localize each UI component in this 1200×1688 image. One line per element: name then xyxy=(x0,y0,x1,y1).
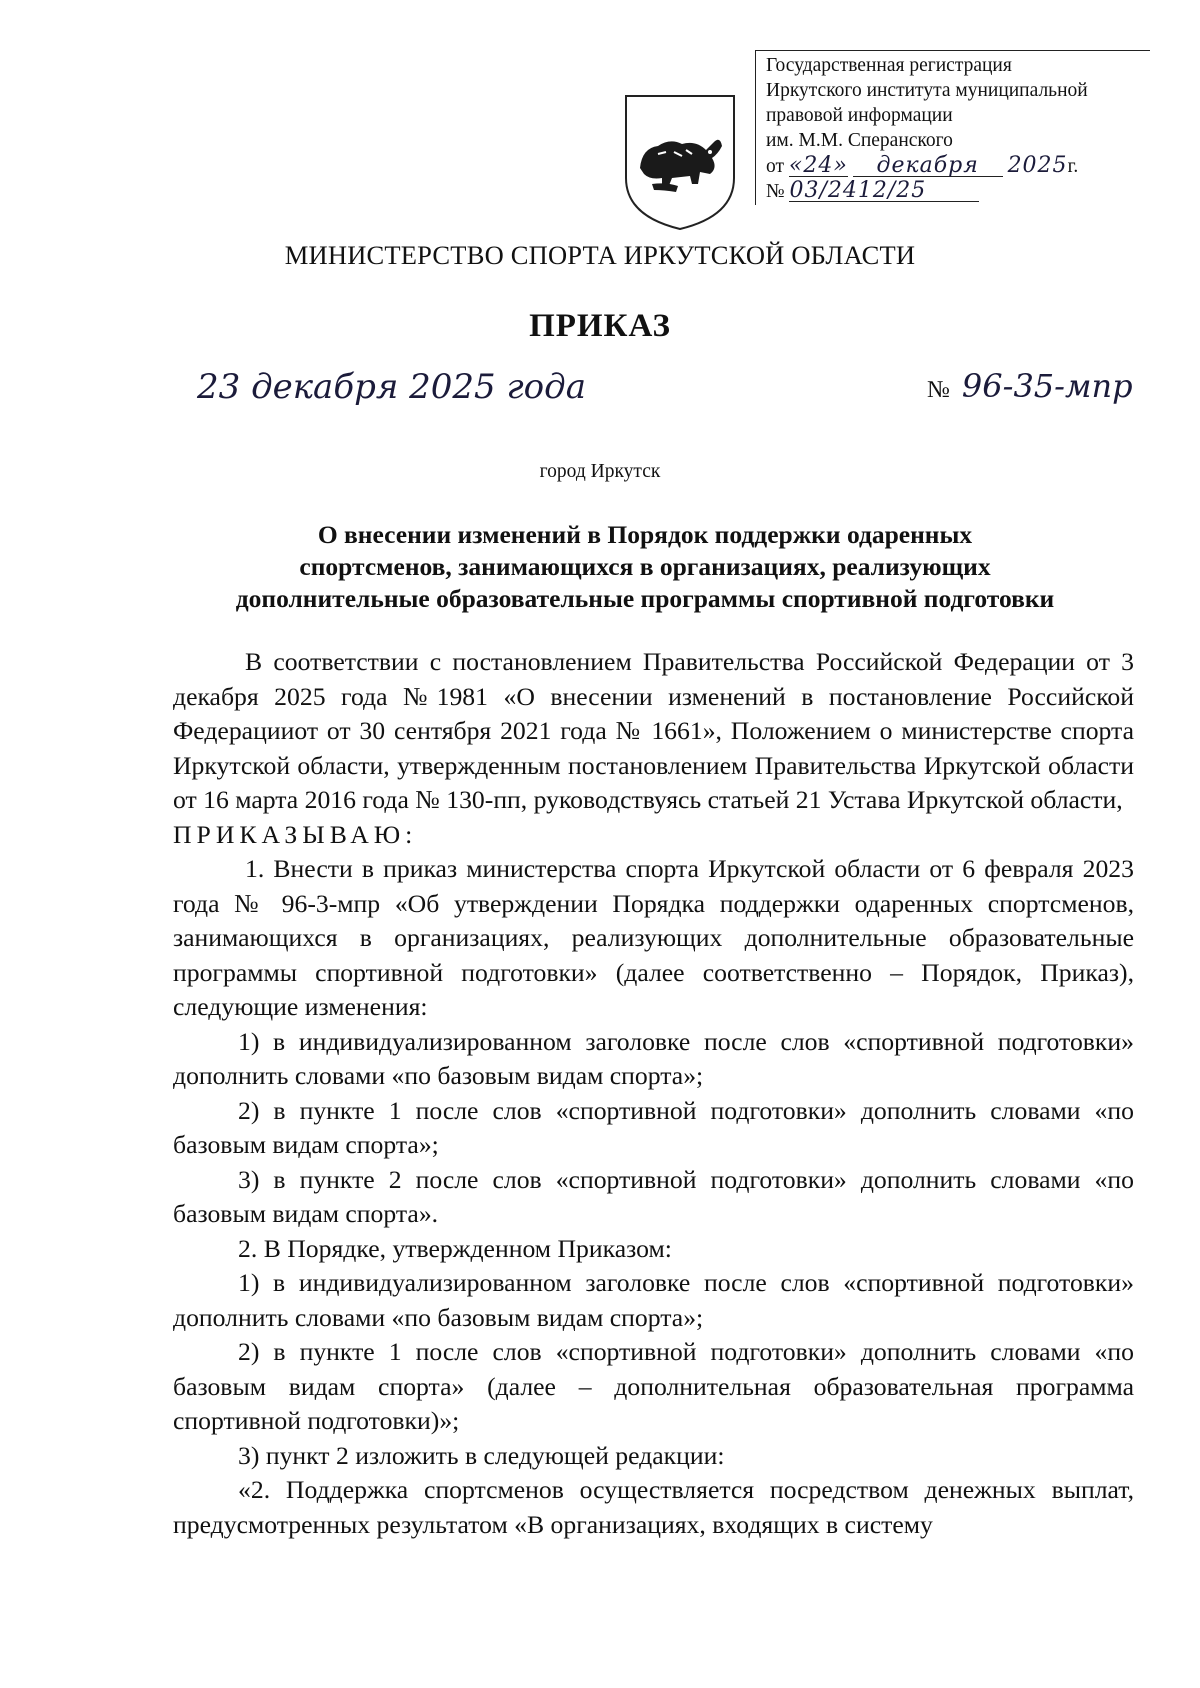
registration-line-3: правовой информации xyxy=(766,105,953,126)
registration-month: декабря xyxy=(853,156,1003,177)
paragraph-2-item-3: 3) пункт 2 изложить в следующей редакции: xyxy=(238,1440,725,1470)
registration-from-label: от xyxy=(766,156,785,177)
registration-stamp xyxy=(755,50,1150,205)
paragraph-2-item-2: 2) в пункте 1 после слов «спортивной подготовки» дополнить словами «по базовым видам спорта» (далее – дополнительная образовательная программа спортивной подготовки)»; xyxy=(173,1337,1134,1435)
order-heading xyxy=(180,519,1110,615)
registration-year: 2025 xyxy=(1007,153,1068,178)
order-date-handwritten: 23 декабря 2025 года xyxy=(197,367,586,407)
paragraph-2-quote: «2. Поддержка спортсменов осуществляется посредством денежных выплат, предусмотренных результатом «В организациях, входящих в систему xyxy=(173,1475,1134,1539)
irkutsk-coat-of-arms-icon xyxy=(622,92,738,237)
registration-line-4: им. М.М. Сперанского xyxy=(766,130,953,151)
order-number-handwritten: 96-35-мпр xyxy=(961,367,1133,405)
document-body xyxy=(173,645,1134,1542)
ministry-name: МИНИСТЕРСТВО СПОРТА ИРКУТСКОЙ ОБЛАСТИ xyxy=(284,240,916,270)
order-number xyxy=(927,367,1133,405)
order-number-label: № xyxy=(927,377,950,403)
paragraph-1-item-2: 2) в пункте 1 после слов «спортивной подготовки» дополнить словами «по базовым видам спорта»; xyxy=(173,1095,1134,1159)
registration-day: «24» xyxy=(788,153,848,178)
registration-line-1: Государственная регистрация xyxy=(766,55,1012,76)
paragraph-2: 2. В Порядке, утвержденном Приказом: xyxy=(238,1233,672,1263)
paragraph-1-item-3: 3) в пункте 2 после слов «спортивной подготовки» дополнить словами «по базовым видам спорта». xyxy=(173,1164,1134,1228)
registration-number: 03/2412/25 xyxy=(789,181,979,202)
registration-number-label: № xyxy=(766,181,785,202)
heading-line-3: дополнительные образовательные программы спортивной подготовки xyxy=(235,584,1055,613)
document-title: ПРИКАЗ xyxy=(529,308,671,344)
order-date xyxy=(197,367,586,407)
paragraph-1-item-1: 1) в индивидуализированном заголовке после слов «спортивной подготовки» дополнить словами «по базовым видам спорта»; xyxy=(173,1026,1134,1090)
order-directive: ПРИКАЗЫВАЮ: xyxy=(173,819,418,849)
paragraph-2-item-1: 1) в индивидуализированном заголовке после слов «спортивной подготовки» дополнить словами «по базовым видам спорта»; xyxy=(173,1268,1134,1332)
heading-line-1: О внесении изменений в Порядок поддержки одаренных xyxy=(317,520,973,549)
registration-line-2: Иркутского института муниципальной xyxy=(766,80,1088,101)
preamble-paragraph: В соответствии с постановлением Правительства Российской Федерации от 3 декабря 2025 года №1981 «О внесении изменений в постановление Российской Федерацииот от 30 сентября 2021 года № 1661», Положением о министерстве спорта Иркутской области, утвержденным постановлением Правительства Иркутской области от 16 марта 2016 года № 130-пп, руководствуясь статьей 21 Устава Иркутской области, xyxy=(173,647,1134,814)
heading-line-2: спортсменов, занимающихся в организациях, реализующих xyxy=(299,552,991,581)
city: город Иркутск xyxy=(539,461,661,482)
registration-number-line xyxy=(766,179,1150,204)
paragraph-1: 1. Внести в приказ министерства спорта Иркутской области от 6 февраля 2023 года № 96-3-мпр «Об утверждении Порядка поддержки одаренных спортсменов, занимающихся в организациях, реализующих дополнительные образовательные программы спортивной подготовки» (далее соответственно – Порядок, Приказ), следующие изменения: xyxy=(173,854,1134,1021)
registration-date-line: от «24» декабря 2025г. xyxy=(766,153,1079,178)
